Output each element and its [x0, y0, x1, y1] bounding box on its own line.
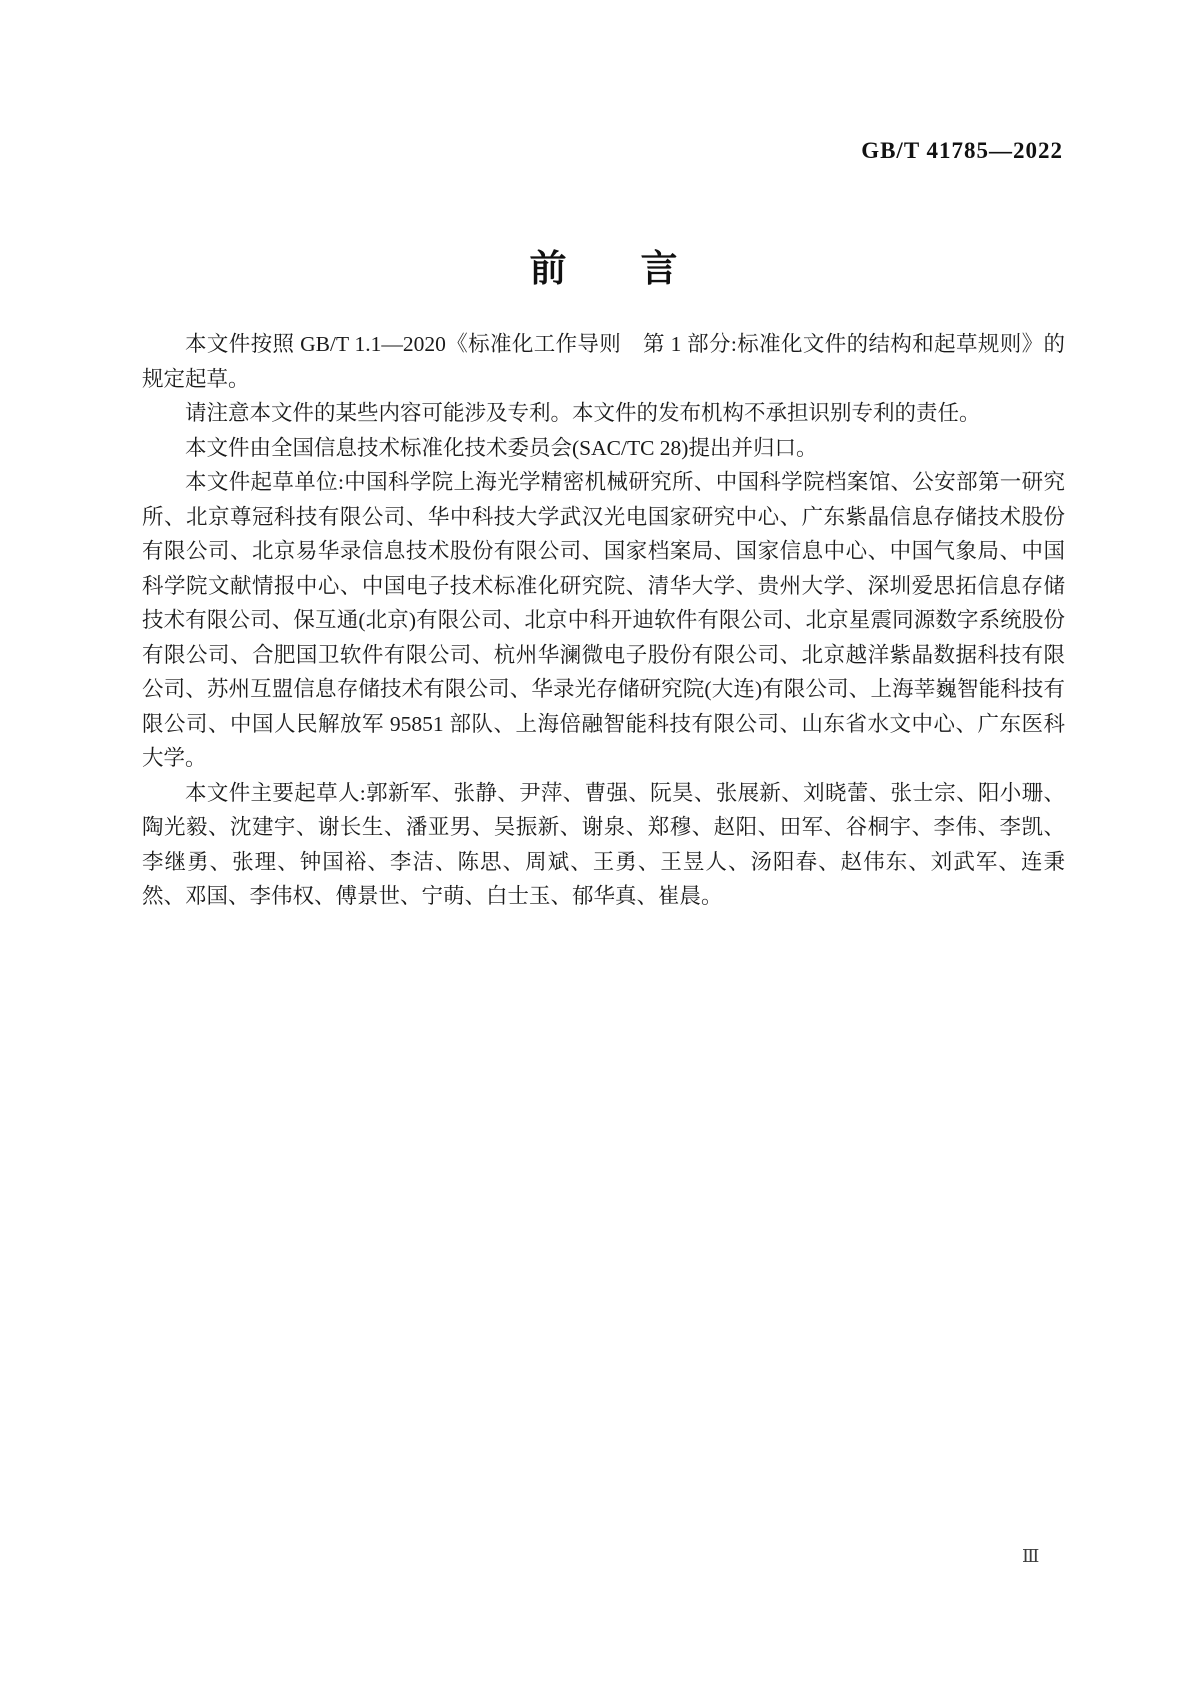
foreword-body — [142, 327, 1065, 914]
paragraph-committee: 本文件由全国信息技术标准化技术委员会(SAC/TC 28)提出并归口。 — [185, 435, 818, 460]
paragraph-patent-notice: 请注意本文件的某些内容可能涉及专利。本文件的发布机构不承担识别专利的责任。 — [185, 401, 981, 425]
document-header — [142, 138, 1063, 164]
paragraph-drafting-organizations: 本文件起草单位:中国科学院上海光学精密机械研究所、中国科学院档案馆、公安部第一研究所、北京尊冠科技有限公司、华中科技大学武汉光电国家研究中心、广东紫晶信息存储技术股份有限公司、北京易华录信息技术股份有限公司、国家档案局、国家信息中心、中国气象局、中国科学院文献情报中心、中国电子技术标准化研究院、清华大学、贵州大学、深圳爱思拓信息存储技术有限公司、保互通(北京)有限公司、北京中科开迪软件有限公司、北京星震同源数字系统股份有限公司、合肥国卫软件有限公司、杭州华澜微电子股份有限公司、北京越洋紫晶数据科技有限公司、苏州互盟信息存储技术有限公司、华录光存储研究院(大连)有限公司、上海莘巍智能科技有限公司、中国人民解放军 95851 部队、上海倍融智能科技有限公司、山东省水文中心、广东医科大学。 — [142, 470, 1065, 770]
paragraph-drafters: 本文件主要起草人:郭新军、张静、尹萍、曹强、阮昊、张展新、刘晓蕾、张士宗、阳小珊、陶光毅、沈建宇、谢长生、潘亚男、吴振新、谢泉、郑穆、赵阳、田军、谷桐宇、李伟、李凯、李继勇、张理、钟国裕、李洁、陈思、周斌、王勇、王昱人、汤阳春、赵伟东、刘武军、连秉然、邓国、李伟权、傅景世、宁萌、白士玉、郁华真、崔晨。 — [142, 780, 1065, 908]
page-number: Ⅲ — [1022, 1546, 1040, 1566]
paragraph-drafting-rules: 本文件按照 GB/T 1.1—2020《标准化工作导则 第 1 部分:标准化文件的结构和起草规则》的规定起草。 — [142, 332, 1065, 391]
page-title: 前 言 — [529, 248, 678, 289]
standard-number: GB/T 41785—2022 — [861, 138, 1063, 163]
